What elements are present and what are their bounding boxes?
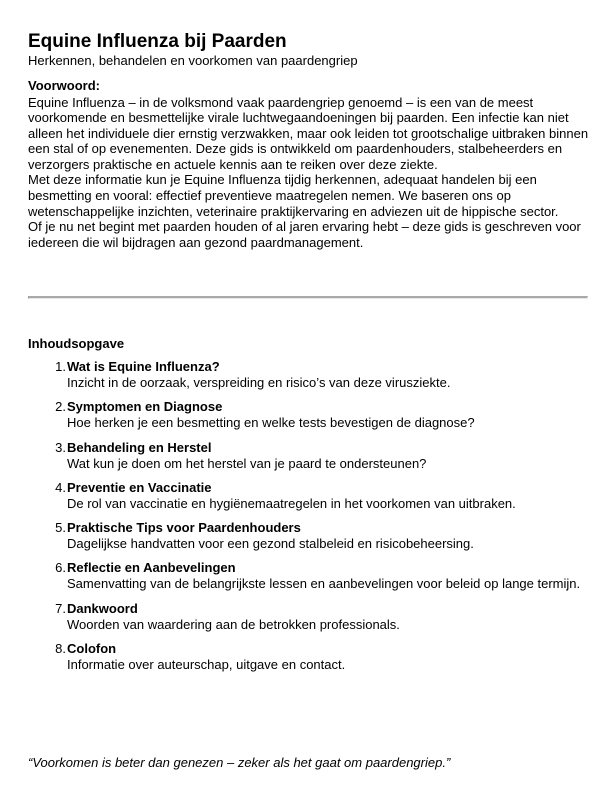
toc-item	[28, 359, 588, 399]
document-subtitle: Herkennen, behandelen en voorkomen van paardengriep	[28, 53, 358, 68]
section-divider	[28, 296, 588, 299]
preface-line: wetenschappelijke inzichten, veterinaire praktijkervaring en adviezen uit de hippische sector.	[28, 203, 559, 219]
toc-item-description: Wat kun je doen om het herstel van je paard te ondersteunen?	[67, 455, 427, 471]
toc-item-title[interactable]: Praktische Tips voor Paardenhouders	[67, 520, 301, 536]
preface-line: Met deze informatie kun je Equine Influenza tijdig herkennen, adequaat handelen bij een	[28, 172, 537, 188]
toc-heading: Inhoudsopgave	[28, 336, 125, 351]
toc-item-number: 2.	[55, 399, 66, 415]
toc-item-description: De rol van vaccinatie en hygiënemaatregelen in het voorkomen van uitbraken.	[67, 495, 516, 511]
preface-line: Equine Influenza – in de volksmond vaak paardengriep genoemd – is een van de meest	[28, 94, 534, 110]
toc-item-description: Samenvatting van de belangrijkste lessen en aanbevelingen voor beleid op lange termijn.	[67, 576, 581, 592]
toc-item-title[interactable]: Wat is Equine Influenza?	[67, 359, 220, 374]
preface-body	[28, 95, 588, 251]
preface-line: alleen het individuele dier ernstig verzwakken, maar ook leiden tot grootschalige uitbraken binnen	[28, 125, 589, 141]
toc-item-description: Hoe herken je een besmetting en welke tests bevestigen de diagnose?	[67, 415, 475, 431]
toc-item-number: 3.	[55, 439, 66, 455]
toc-item	[28, 480, 588, 520]
toc-item-title[interactable]: Reflectie en Aanbevelingen	[67, 560, 236, 576]
toc-item-number: 5.	[55, 520, 66, 536]
toc-item	[28, 560, 588, 600]
toc-item-description: Dagelijkse handvatten voor een gezond stalbeleid en risicobeheersing.	[67, 536, 474, 552]
toc-item-title[interactable]: Symptomen en Diagnose	[67, 399, 223, 415]
toc-item	[28, 399, 588, 439]
toc-item	[28, 520, 588, 560]
closing-quote: “Voorkomen is beter dan genezen – zeker als het gaat om paardengriep.”	[28, 755, 451, 770]
toc-item-number: 4.	[55, 479, 66, 495]
toc-item-number: 6.	[55, 560, 66, 576]
preface-line: verzorgers praktische en actuele kennis aan te reiken over deze ziekte.	[28, 156, 438, 172]
table-of-contents	[28, 359, 588, 681]
toc-item	[28, 440, 588, 480]
preface-line: besmetting en vooral: effectief preventieve maatregelen nemen. We baseren ons op	[28, 188, 511, 204]
toc-item-title[interactable]: Colofon	[67, 641, 117, 657]
document-title: Equine Influenza bij Paarden	[28, 31, 287, 52]
preface-line: iedereen die wil bijdragen aan gezond paardmanagement.	[28, 234, 364, 250]
preface-line: Of je nu net begint met paarden houden of al jaren ervaring hebt – deze gids is geschreven voor	[28, 219, 581, 235]
toc-item-description: Woorden van waardering aan de betrokken professionals.	[67, 616, 400, 632]
toc-item-description: Informatie over auteurschap, uitgave en contact.	[67, 657, 346, 673]
preface-line: een stal of op evenementen. Deze gids is ontwikkeld om paardenhouders, stalbeheerders en	[28, 141, 563, 157]
toc-item-number: 7.	[55, 600, 66, 616]
preface-line: voorkomende en besmettelijke virale luchtwegaandoeningen bij paarden. Een infectie kan niet	[28, 110, 569, 126]
toc-item-title[interactable]: Behandeling en Herstel	[67, 439, 212, 455]
toc-item-description: Inzicht in de oorzaak, verspreiding en risico’s van deze virusziekte.	[67, 375, 451, 390]
toc-item-number: 1.	[55, 359, 66, 374]
toc-item	[28, 601, 588, 641]
toc-item-number: 8.	[55, 641, 66, 657]
toc-item-title[interactable]: Preventie en Vaccinatie	[67, 479, 212, 495]
toc-item	[28, 641, 588, 681]
toc-item-title[interactable]: Dankwoord	[67, 600, 138, 616]
preface-heading: Voorwoord:	[28, 78, 100, 93]
